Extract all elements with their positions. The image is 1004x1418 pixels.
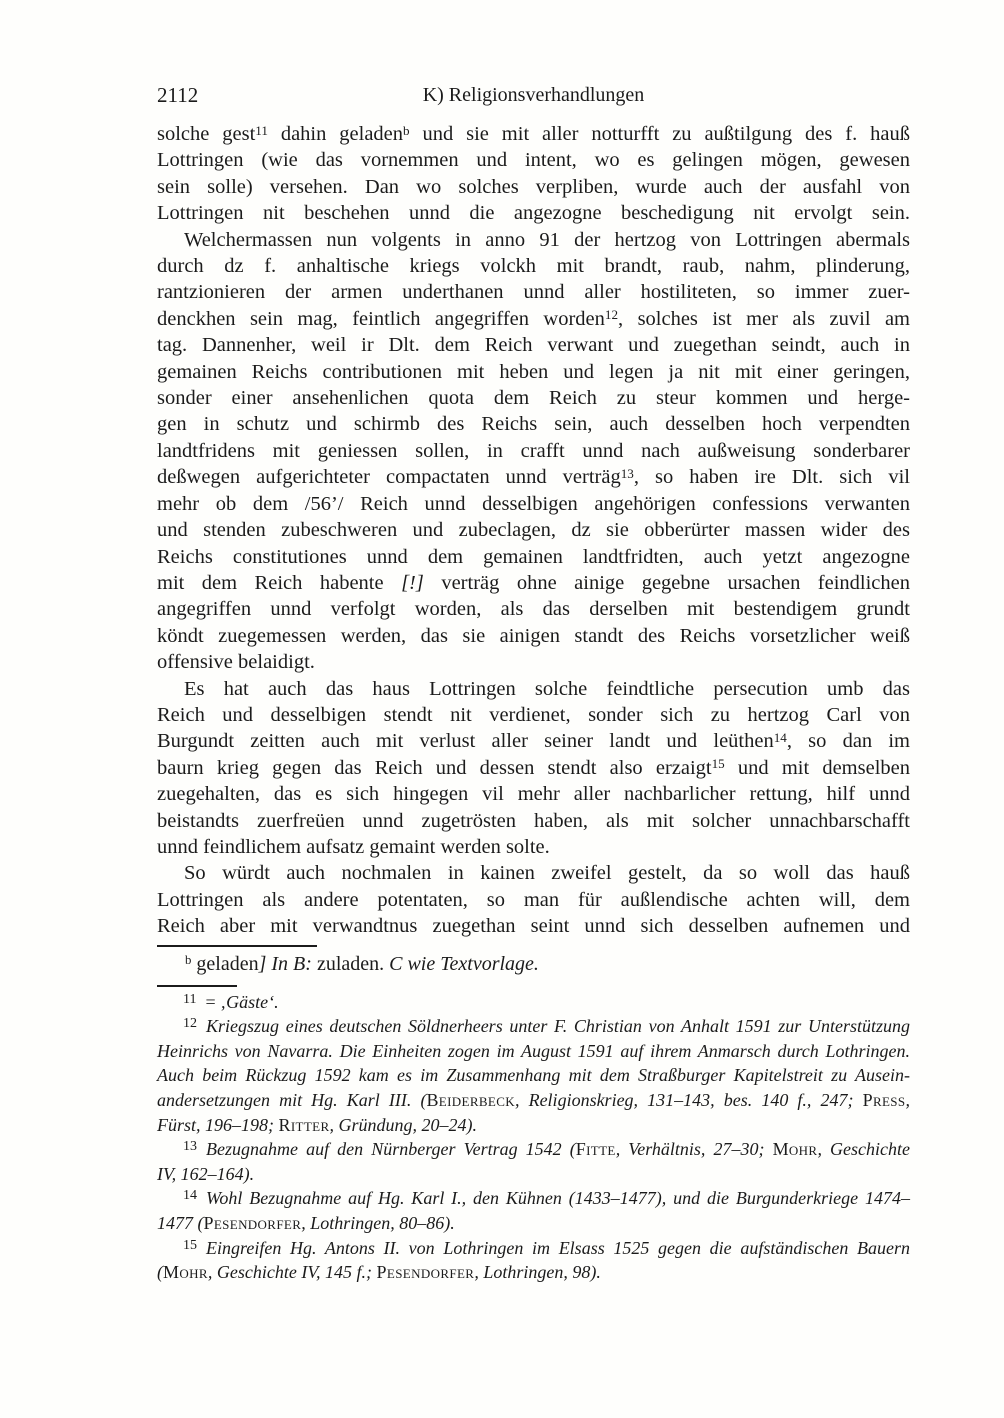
text-line: Lottringen als andere potentaten, so man für außlendische achten will, dem (157, 888, 910, 911)
footnote (157, 1186, 910, 1235)
text-line: baurn krieg gegen das Reich und dessen stendt also erzaigt$^{15}$ und mit demselben (157, 756, 910, 779)
text-line: zuegehalten, das es sich hingegen vil mehr aller nachbarlicher rettung, hilf unnd (157, 783, 910, 806)
footnote-rule (157, 985, 237, 987)
text-line: denckhen sein mag, feintlich angegriffen worden$^{12}$, solches ist mer als zuvil am (157, 307, 910, 330)
apparatus-line: $^b$ geladen] In B: zuladen. C wie Textvorlage. (185, 952, 539, 975)
paragraph (157, 121, 910, 227)
footnote-line: Auch beim Rückzug 1592 kam es im Zusammenhang mit dem Straßburger Kapitelstreit zu Ausein- (157, 1065, 910, 1086)
text-line: durch dz f. anhaltische kriegs volckh mit brandt, raub, nahm, plinderung, (157, 255, 910, 278)
text-block (157, 84, 910, 1285)
page-header (157, 84, 910, 107)
footnote-line: $^{11}$ = ‚Gäste‘. (183, 990, 279, 1012)
text-line: deßwegen aufgerichteter compactaten unnd verträg$^{13}$, so haben ire Dlt. sich vil (157, 465, 910, 489)
footnote-line: (Mohr, Geschichte IV, 145 f.; Pesendorfer, Lothringen, 98). (157, 1262, 601, 1283)
text-line: mehr ob dem /56’/ Reich unnd desselbigen angehörigen confessions verwanten (157, 492, 910, 515)
paragraph (157, 860, 910, 939)
text-line: mit dem Reich habente [!] verträg ohne ainige gegebne ursachen feindlichen (157, 571, 910, 594)
text-line: unnd feindlichem aufsatz gemaint werden solte. (157, 835, 550, 858)
text-line: Es hat auch das haus Lottringen solche feindtliche persecution umb das (184, 677, 910, 700)
text-line: Reich aber mit verwandtnus zuegethan seint unnd sich desselben aufnemen und (157, 915, 910, 938)
text-line: angegriffen unnd verfolgt worden, als das derselben mit bestendigem grundt (157, 598, 910, 621)
footnote-line: Fürst, 196–198; Ritter, Gründung, 20–24). (157, 1114, 477, 1135)
footnote-number: 11 (183, 990, 197, 1007)
paragraph (157, 227, 910, 676)
footnote-line: 1477 (Pesendorfer, Lothringen, 80–86). (157, 1212, 455, 1233)
page-number: 2112 (157, 83, 199, 107)
footnotes (157, 990, 910, 1285)
text-line: sonder einer ansehenlichen quota dem Reich zu steur kommen und herge- (157, 387, 910, 410)
footnote-line: $^{12}$ Kriegszug eines deutschen Söldnerheers unter F. Christian von Anhalt 1591 zur Unterstützung (183, 1015, 910, 1037)
footnote-line: IV, 162–164). (157, 1163, 255, 1184)
text-line: Reichs constitutiones unnd dem gemainen landtfridten, auch yetzt angezogne (157, 545, 910, 568)
text-line: Lottringen (wie das vornemmen und intent, wo es gelingen mögen, gewesen (157, 149, 910, 172)
text-line: Burgundt zeitten auch mit verlust aller seiner landt und leüthen$^{14}$, so dan im (157, 729, 910, 753)
text-line: Lottringen nit beschehen unnd die angezogne beschedigung nit ervolgt sein. (157, 202, 910, 225)
paragraph (157, 676, 910, 861)
text-line: tag. Dannenher, weil ir Dlt. dem Reich verwant und zuegethan seindt, auch in (157, 334, 910, 357)
footnote-number: 13 (183, 1138, 198, 1155)
text-line: Reich und desselbigen stendt nit verdienet, sonder sich zu hertzog Carl von (157, 703, 910, 726)
footnote-line: $^{13}$ Bezugnahme auf den Nürnberger Vertrag 1542 (Fitte, Verhältnis, 27–30; Mohr, Geschichte (183, 1138, 910, 1160)
footnote (157, 990, 910, 1015)
text-line: sein solle) versehen. Dan wo solches verpliben, wurde auch der ausfahl von (157, 175, 910, 198)
text-line: und stenden zubeschweren und zubeclagen, dz sie obberürter massen wider des (157, 519, 910, 542)
text-line: offensive belaidigt. (157, 651, 315, 674)
text-line: Welchermassen nun volgents in anno 91 der hertzog von Lottringen abermals (184, 228, 910, 251)
footnote-number: 14 (183, 1187, 198, 1204)
text-line: gemainen Reichs contributionen mit heben und legen ja nit mit einer geringen, (157, 360, 910, 383)
apparatus-rule (157, 945, 317, 947)
text-line: So würdt auch nochmalen in kainen zweifel gestelt, da so woll das hauß (184, 862, 910, 885)
text-line: köndt zuegemessen werden, das sie ainigen standt des Reichs vorsetzlicher weiß (157, 624, 910, 647)
text-line: solche gest$^{11}$ dahin geladen$^b$ und sie mit aller notturfft zu außtilgung des f. hauß (157, 122, 910, 145)
text-line: landtfridens mit geniessen sollen, in crafft unnd nach außweisung sonderbarer (157, 439, 910, 462)
text-line: beistandts zuerfreüen unnd zugetrösten haben, als mit solcher unnachbarschafft (157, 809, 910, 832)
footnote-line: Heinrichs von Navarra. Die Einheiten zogen im August 1591 auf ihrem Anmarsch durch Lothringen. (157, 1040, 910, 1061)
footnote-number: 12 (183, 1015, 198, 1032)
body-text (157, 121, 910, 940)
footnote (157, 1137, 910, 1186)
text-line: gen in schutz und schirmb des Reichs sein, auch desselben hoch verpendten (157, 413, 910, 436)
text-line: rantzionieren der armen underthanen unnd aller hostiliteten, so immer zuer- (157, 281, 910, 304)
footnote-line: andersetzungen mit Hg. Karl III. (Beiderbeck, Religionskrieg, 131–143, bes. 140 f., 247; Press, (157, 1089, 910, 1110)
running-title: K) Religionsverhandlungen (422, 84, 645, 106)
footnote (157, 1236, 910, 1285)
apparatus-note (157, 951, 910, 977)
footnote-line: $^{15}$ Eingreifen Hg. Antons II. von Lothringen im Elsass 1525 gegen die aufständischen Bauern (183, 1236, 910, 1258)
footnote (157, 1014, 910, 1137)
footnote-number: 15 (183, 1236, 198, 1253)
footnote-line: $^{14}$ Wohl Bezugnahme auf Hg. Karl I., den Kühnen (1433–1477), und die Burgunderkriege 1474– (183, 1187, 910, 1209)
